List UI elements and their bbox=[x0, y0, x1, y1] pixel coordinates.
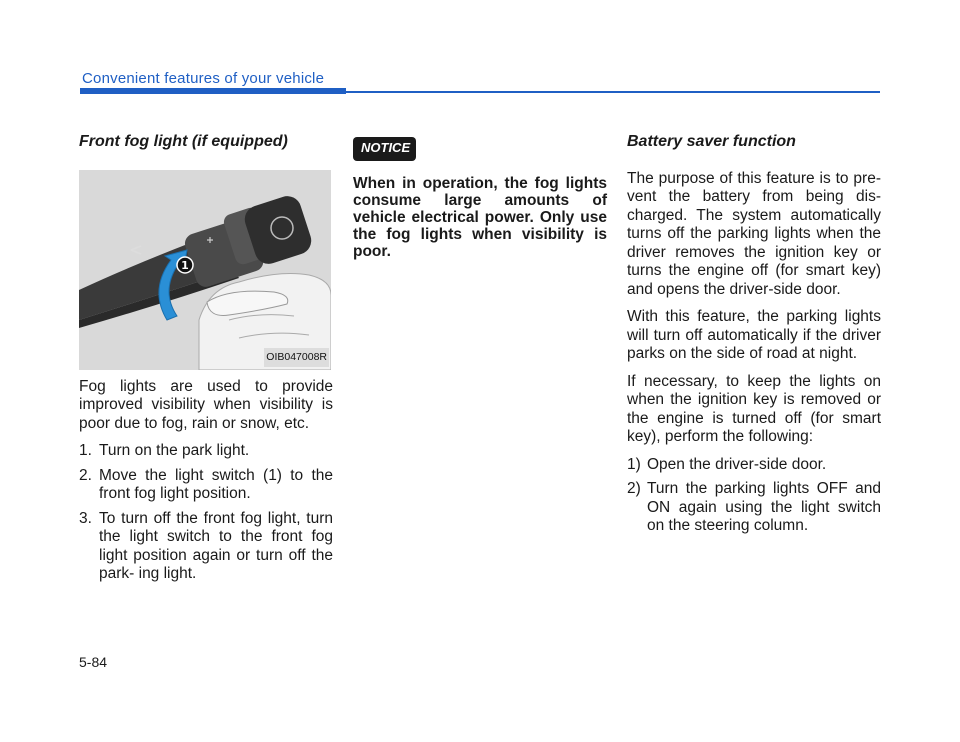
list-item: 3. To turn off the front fog light, turn the light switch to the front fog light position again or turn off the park- ing light. bbox=[79, 509, 333, 582]
fog-intro-paragraph: Fog lights are used to provide improved visibility when visibility is poor due to fog, rain or snow, etc. bbox=[79, 377, 333, 432]
battery-steps-list bbox=[627, 456, 881, 536]
section-header-title: Convenient features of your vehicle bbox=[82, 70, 325, 87]
list-item: 1. Turn on the park light. bbox=[79, 442, 250, 459]
switch-marker-label: 1 bbox=[181, 258, 189, 272]
column-notice bbox=[353, 130, 607, 260]
list-item: 1) Open the driver-side door. bbox=[627, 455, 827, 473]
header-bar-thick bbox=[80, 88, 346, 94]
figure-code: OIB047008R bbox=[264, 348, 329, 367]
battery-saver-title: Battery saver function bbox=[627, 133, 796, 150]
column-front-fog bbox=[79, 130, 333, 590]
light-switch-illustration bbox=[79, 170, 331, 370]
front-fog-title: Front fog light (if equipped) bbox=[79, 133, 288, 150]
battery-paragraph: The purpose of this feature is to pre- vent the battery from being dis- charged. The system automatically turns off the parking lights when the driver removes the ignition key or turns the engine off (for smart key) and opens the driver-side door. bbox=[627, 169, 881, 298]
list-item: 2. Move the light switch (1) to the front fog light position. bbox=[79, 466, 333, 502]
fog-steps-list bbox=[79, 442, 333, 584]
notice-badge: NOTICE bbox=[353, 137, 416, 161]
page-number: 5-84 bbox=[79, 654, 108, 670]
notice-text: When in operation, the fog lights consume large amounts of vehicle electrical power. Only use the fog lights when visibility is poor. bbox=[353, 174, 607, 260]
battery-paragraph: If necessary, to keep the lights on when the ignition key is removed or the engine is turned off (for smart key), perform the following: bbox=[627, 372, 881, 445]
fog-switch-figure bbox=[79, 170, 331, 370]
battery-paragraph: With this feature, the parking lights will turn off automatically if the driver parks on the side of road at night. bbox=[627, 308, 881, 362]
list-item: 2) Turn the parking lights OFF and ON again using the light switch on the steering column. bbox=[627, 480, 881, 534]
column-battery-saver bbox=[627, 130, 881, 542]
header-bar-thin bbox=[346, 91, 880, 93]
